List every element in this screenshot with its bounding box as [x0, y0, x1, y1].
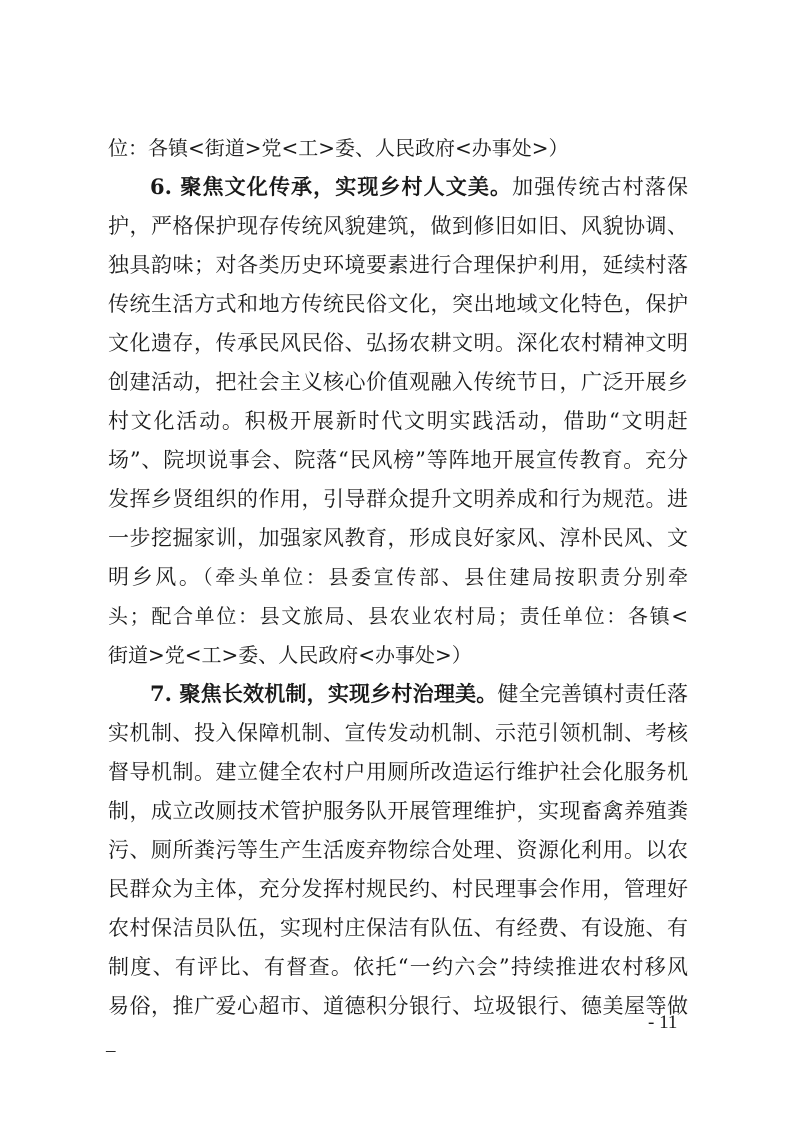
text-line: 护，严格保护现存传统风貌建筑，做到修旧如旧、风貌协调、: [108, 214, 688, 238]
text-line: 农村保洁员队伍，实现村庄保洁有队伍、有经费、有设施、有: [108, 916, 688, 940]
text-line: 易俗，推广爱心超市、道德积分银行、垃圾银行、德美屋等做: [108, 994, 688, 1018]
page-number: - 11: [648, 1012, 678, 1033]
text-line: 独具韵味；对各类历史环境要素进行合理保护利用，延续村落: [108, 253, 688, 277]
text-line: 文化遗存，传承民风民俗、弘扬农耕文明。深化农村精神文明: [108, 331, 688, 355]
text-line: 督导机制。建立健全农村户用厕所改造运行维护社会化服务机: [108, 760, 688, 784]
footer-mark: –: [106, 1040, 116, 1061]
text-line: 发挥乡贤组织的作用，引导群众提升文明养成和行为规范。进: [108, 487, 688, 511]
responsibility-note: （牵头单位：县委宣传部、县住建局按职责分别牵: [202, 565, 688, 589]
section-heading: 7. 聚焦长效机制，实现乡村治理美。: [150, 681, 498, 706]
text-line: 头；配合单位：县文旅局、县农业农村局；责任单位：各镇<: [108, 604, 688, 628]
text-line: 实机制、投入保障机制、宣传发动机制、示范引领机制、考核: [108, 721, 688, 745]
text-line: 明乡风。（牵头单位：县委宣传部、县住建局按职责分别牵: [108, 565, 688, 589]
text-line: 制，成立改厕技术管护服务队开展管理维护，实现畜禽养殖粪: [108, 799, 688, 823]
text-line: 污、厕所粪污等生产生活废弃物综合处理、资源化利用。以农: [108, 838, 688, 862]
text-line: 一步挖掘家训，加强家风教育，形成良好家风、淳朴民风、文: [108, 526, 688, 550]
section-heading: 6. 聚焦文化传承，实现乡村人文美。: [150, 174, 513, 199]
text-line: 街道>党<工>委、人民政府<办事处>）: [108, 643, 472, 667]
text-line: 制度、有评比、有督查。依托“一约六会”持续推进农村移风: [108, 955, 688, 979]
heading-line-section-7: 7. 聚焦长效机制，实现乡村治理美。健全完善镇村责任落: [150, 681, 688, 706]
text-line: 创建活动，把社会主义核心价值观融入传统节日，广泛开展乡: [108, 370, 688, 394]
text-line: 场”、院坝说事会、院落“民风榜”等阵地开展宣传教育。充分: [108, 448, 688, 472]
heading-line-section-6: 6. 聚焦文化传承，实现乡村人文美。加强传统古村落保: [150, 174, 688, 199]
text-line: 民群众为主体，充分发挥村规民约、村民理事会作用，管理好: [108, 877, 688, 901]
text-line: 传统生活方式和地方传统民俗文化，突出地域文化特色，保护: [108, 292, 688, 316]
text-line: 位：各镇<街道>党<工>委、人民政府<办事处>）: [108, 136, 569, 160]
text-line: 村文化活动。积极开展新时代文明实践活动，借助“文明赶: [108, 409, 688, 433]
